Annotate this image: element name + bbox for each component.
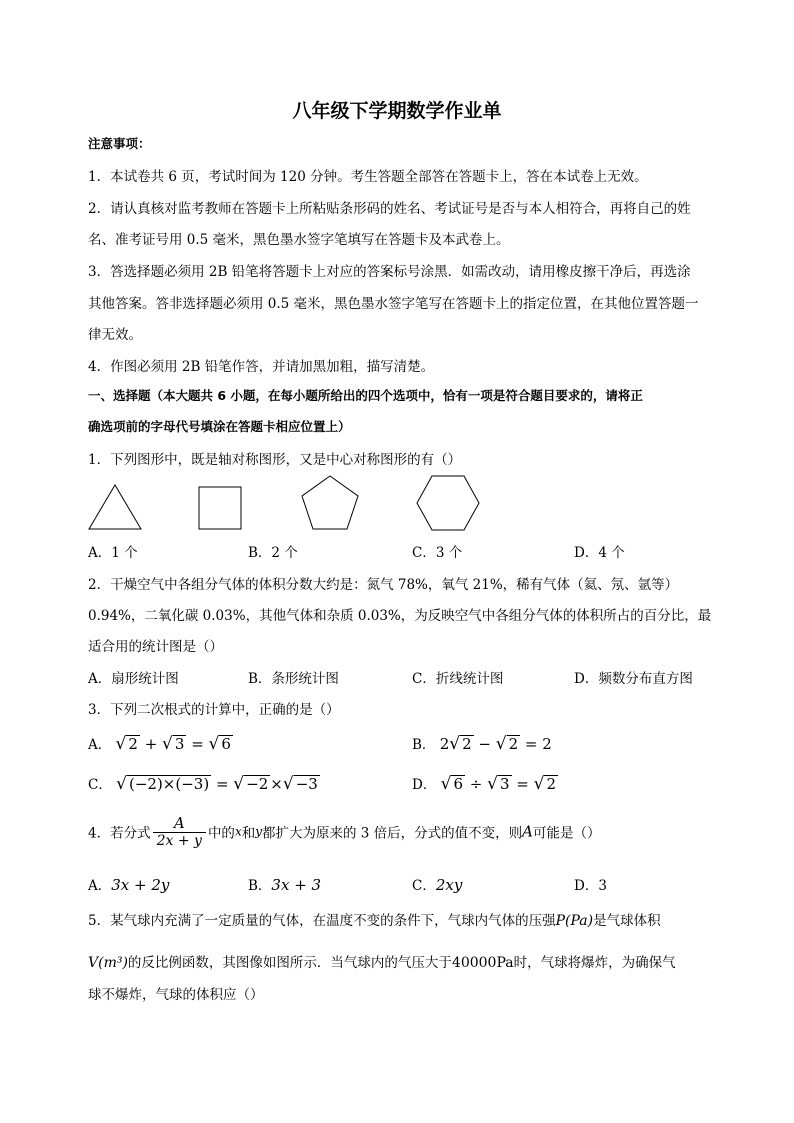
q3-option-a-label: A． [88,737,112,753]
q4-stem-pre: 4．若分式 [88,825,151,842]
q4-var-x: x [234,824,242,839]
q3-option-d-formula: √ 6 ÷ √ 3 = √ 2 [440,774,557,794]
page-title: 八年级下学期数学作业单 [292,100,502,122]
q1-option-c: C．3 个 [412,545,463,561]
q5-pressure-value: 40000Pa [451,955,514,971]
q4-fraction-denominator: 2x + y [156,833,202,849]
q4-and: 和 [241,825,256,842]
q4-stem [88,814,601,849]
notice-line-1: 1．本试卷共 6 页，考试时间为 120 分钟。考生答题全部答在答题卡上，答在本试卷上无效。 [88,169,648,185]
q5-line-2 [88,951,676,971]
q2-line-1: 2．干燥空气中各组分气体的体积分数大约是：氮气 78%，氧气 21%，稀有气体（氦、氖、氩等） [88,577,679,593]
q4-option-c-label: C． [412,878,436,894]
q4-option-d: D．3 [574,878,607,894]
q2-option-c: C．折线统计图 [412,671,504,687]
q4-option-b-expr: 3x + 3 [271,876,322,894]
pentagon-icon [299,474,361,532]
q3-option-c-label: C． [88,777,112,793]
q5-volume-expr: V(m³) [88,955,128,971]
q3-option-c-formula: √ (−2)×(−3) = √ −2 ×√ −3 [116,774,318,794]
q1-option-d: D．4 个 [574,545,625,561]
q4-option-a [88,874,169,894]
q5-line-2-post: 时，气球将爆炸，为确保气 [513,955,676,971]
q4-option-a-label: A． [88,878,112,894]
q5-line-3: 球不爆炸，气球的体积应（） [88,987,264,1003]
q5-line-1 [88,909,661,929]
q1-option-a: A．1 个 [88,545,138,561]
q1-stem: 1．下列图形中，既是轴对称图形，又是中心对称图形的有（） [88,452,462,468]
q3-stem: 3．下列二次根式的计算中，正确的是（） [88,702,340,718]
q4-option-b [248,874,321,894]
q4-stem-mid2: 都扩大为原来的 3 倍后，分式的值不变，则 [262,825,523,842]
q3-option-a-formula: √ 2 + √ 3 = √ 6 [115,734,231,754]
q5-pressure-expr: P(Pa) [555,913,594,929]
q2-line-3: 适合用的统计图是（） [88,639,223,655]
notice-line-2b: 名、准考证号用 0.5 毫米，黑色墨水签字笔填写在答题卡及本武卷上。 [88,232,510,248]
hexagon-icon [415,474,481,532]
q4-option-c-expr: 2xy [435,876,463,894]
q3-option-d-label: D． [412,777,437,793]
q3-option-b-label: B． [412,737,436,753]
section1-heading-b: 确选项前的字母代号填涂在答题卡相应位置上） [88,419,351,434]
q4-stem-mid1: 中的 [207,825,235,842]
notice-line-3b: 其他答案。答非选择题必须用 0.5 毫米，黑色墨水签字笔写在答题卡上的指定位置，在其他位置答题一 [88,296,699,312]
q3-option-b-formula: 2√ 2 − √ 2 = 2 [439,734,552,754]
notice-line-3a: 3．答选择题必须用 2B 铅笔将答题卡上对应的答案标号涂黑．如需改动，请用橡皮擦干净后，再选涂 [88,264,691,280]
q3-option-a [88,733,233,754]
square-icon [197,485,243,531]
q2-line-2: 0.94%，二氧化碳 0.03%，其他气体和杂质 0.03%，为反映空气中各组分气体的体积所占的百分比，最 [88,608,712,624]
q5-line-2-mid: 的反比例函数，其图像如图所示．当气球内的气压大于 [127,955,452,971]
q5-line-1-post: 是气球体积 [593,913,661,929]
notice-line-2a: 2．请认真核对监考教师在答题卡上所粘贴条形码的姓名、考试证号是否与本人相符合，再将自己的姓 [88,201,691,217]
q4-option-a-expr: 3x + 2y [111,876,170,894]
q4-fraction [153,814,206,849]
q4-var-y: y [255,824,262,839]
q3-option-b [412,733,552,754]
q2-option-d: D．频数分布直方图 [574,671,693,687]
q2-option-b: B．条形统计图 [248,671,339,687]
q3-option-d [412,773,558,794]
q3-option-c [88,773,320,794]
notice-line-3c: 律无效。 [88,327,142,343]
notice-heading: 注意事项： [88,136,151,151]
q4-fraction-numerator: A [153,814,206,833]
q5-line-1-pre: 5．某气球内充满了一定质量的气体，在温度不变的条件下，气球内气体的压强 [88,913,556,929]
q2-option-a: A．扇形统计图 [88,671,179,687]
notice-line-4: 4．作图必须用 2B 铅笔作答，并请加黑加粗，描写清楚。 [88,359,435,375]
q4-option-c [412,874,462,894]
q4-option-b-label: B． [248,878,272,894]
q4-var-a: A [522,822,534,841]
q4-stem-end: 可能是（） [533,825,601,842]
q1-option-b: B．2 个 [248,545,298,561]
section1-heading-a: 一、选择题（本大题共 6 小题，在每小题所给出的四个选项中，恰有一项是符合题目要求的，请将正 [88,388,643,403]
triangle-icon [86,483,144,531]
